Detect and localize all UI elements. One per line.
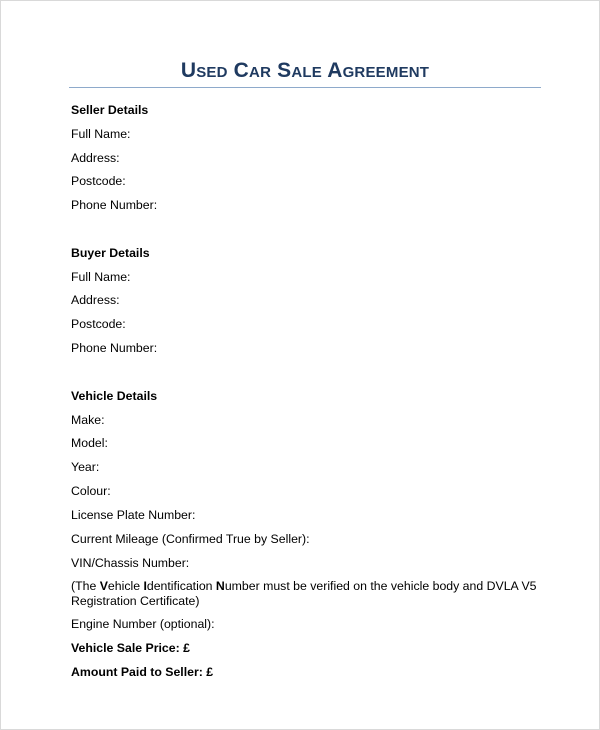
note-text: umber must be verified on the vehicle body and DVLA V5 Registration Certificate) <box>71 579 537 608</box>
current-mileage-label: Current Mileage (Confirmed True by Seller): <box>71 532 310 546</box>
vehicle-details-heading: Vehicle Details <box>71 389 158 403</box>
vin-verification-note <box>71 579 541 609</box>
note-text: ehicle <box>107 579 144 593</box>
vehicle-sale-price-label: Vehicle Sale Price: £ <box>71 641 190 655</box>
title-underline <box>69 87 541 88</box>
seller-details-heading: Seller Details <box>71 103 149 117</box>
vehicle-colour-label: Colour: <box>71 484 111 498</box>
vehicle-model-label: Model: <box>71 436 108 450</box>
amount-paid-label: Amount Paid to Seller: £ <box>71 665 214 679</box>
buyer-postcode-label: Postcode: <box>71 317 126 331</box>
vehicle-year-label: Year: <box>71 460 100 474</box>
buyer-address-label: Address: <box>71 293 120 307</box>
seller-address-label: Address: <box>71 151 120 165</box>
note-bold-letter: N <box>215 579 225 593</box>
note-bold-letter: V <box>99 579 108 593</box>
seller-full-name-label: Full Name: <box>71 127 131 141</box>
note-bold-letter: I <box>143 579 147 593</box>
buyer-full-name-label: Full Name: <box>71 270 131 284</box>
license-plate-label: License Plate Number: <box>71 508 196 522</box>
note-text: dentification <box>146 579 216 593</box>
buyer-details-heading: Buyer Details <box>71 246 150 260</box>
engine-number-label: Engine Number (optional): <box>71 617 215 631</box>
document-title: Used Car Sale Agreement <box>180 59 430 82</box>
vehicle-make-label: Make: <box>71 413 105 427</box>
seller-postcode-label: Postcode: <box>71 174 126 188</box>
vin-chassis-label: VIN/Chassis Number: <box>71 556 190 570</box>
buyer-phone-label: Phone Number: <box>71 341 158 355</box>
seller-phone-label: Phone Number: <box>71 198 158 212</box>
note-text: (The <box>71 579 100 593</box>
